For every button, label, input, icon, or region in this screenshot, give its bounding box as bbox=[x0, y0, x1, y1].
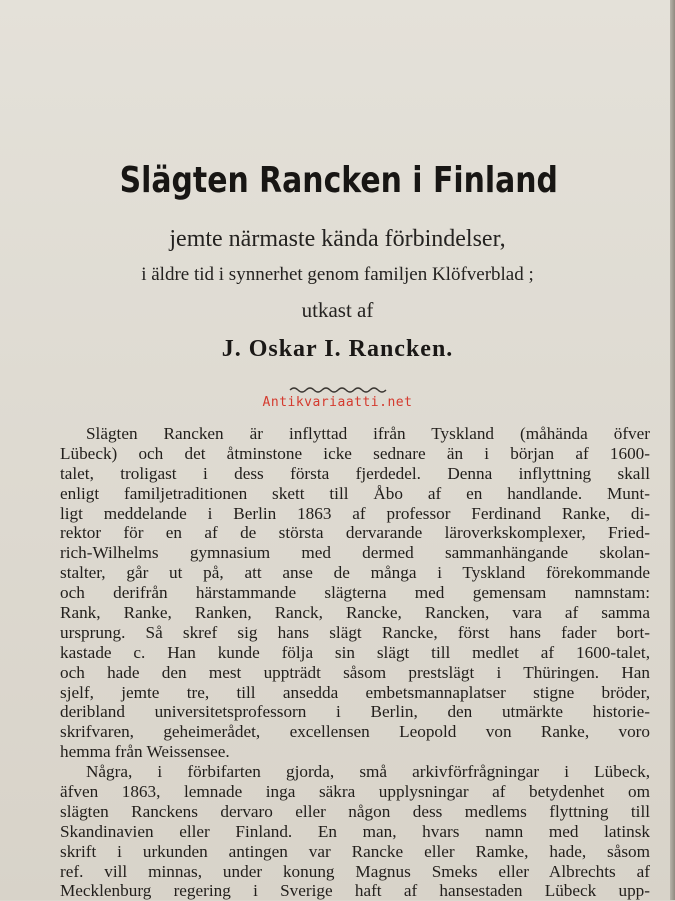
author-name: J. Oskar I. Rancken. bbox=[221, 336, 454, 362]
text-line: talet, troligast i dess första fjerdedel. Denna inflyttning skall bbox=[60, 463, 650, 483]
text-line: Skandinavien eller Finland. En man, hvars namn med latinsk bbox=[60, 821, 650, 841]
text-line: rektor för en af de största dervarande läroverkskomplexer, Fried- bbox=[60, 523, 650, 543]
wave-ornament bbox=[288, 385, 388, 395]
text-line: hemma från Weissensee. bbox=[60, 742, 230, 762]
subtitle-line-1: jemte närmaste kända förbindelser, bbox=[169, 226, 506, 252]
text-line: skrift i urkunden antingen var Rancke eller Ramke, hade, såsom bbox=[60, 841, 650, 861]
text-line: Lübeck) och det åtminstone icke sednare än i början af 1600- bbox=[60, 443, 650, 463]
body-text bbox=[60, 424, 650, 901]
text-line: Slägten Rancken är inflyttad ifrån Tyskland (måhända öfver bbox=[86, 424, 650, 443]
text-line: Några, i förbifarten gjorda, små arkivförfrågningar i Lübeck, bbox=[86, 762, 650, 782]
text-line: Mecklenburg regering i Sverige haft af hansestaden Lübeck upp- bbox=[60, 881, 650, 901]
text-line: stalter, går ut på, att anse de många i Tyskland förekommande bbox=[60, 563, 650, 583]
subtitle-line-2: i äldre tid i synnerhet genom familjen Klöfverblad ; bbox=[141, 264, 534, 285]
text-line: ref. vill minnas, under konung Magnus Smeks eller Albrechts af bbox=[60, 861, 650, 881]
subtitle-line-3: utkast af bbox=[301, 298, 374, 322]
text-line: slägten Ranckens dervaro eller någon dess medlems flyttning till bbox=[60, 801, 650, 821]
watermark-text: Antikvariaatti.net bbox=[262, 395, 413, 410]
text-line: och hade den mest uppträdt såsom prestslägt i Thüringen. Han bbox=[60, 662, 650, 682]
page-title: Slägten Rancken i Finland bbox=[119, 160, 558, 201]
text-line: sjelf, jemte tre, till ansedda embetsmannaplatser stigne bröder, bbox=[60, 682, 650, 702]
text-line: ursprung. Så skref sig hans slägt Rancke, först hans fader bort- bbox=[60, 622, 650, 642]
text-line: enligt familjetraditionen skett till Åbo af en handlande. Munt- bbox=[60, 483, 650, 503]
text-line: rich-Wilhelms gymnasium med dermed sammanhängande skolan- bbox=[60, 543, 650, 563]
text-line: och derifrån härstammande slägterna med gemensam namnstam: bbox=[60, 583, 650, 603]
text-line: skrifvaren, geheimerådet, excellensen Leopold von Ranke, voro bbox=[60, 722, 650, 742]
text-line: äfven 1863, lemnade inga säkra upplysningar af betydenhet om bbox=[60, 782, 650, 802]
text-line: Rank, Ranke, Ranken, Ranck, Rancke, Rancken, vara af samma bbox=[60, 603, 650, 623]
text-line: ligt meddelande i Berlin 1863 af professor Ferdinand Ranke, di- bbox=[60, 503, 650, 523]
text-line: kastade c. Han kunde följa sin slägt till medlet af 1600-talet, bbox=[60, 642, 650, 662]
text-line: deribland universitetsprofessorn i Berlin, den utmärkte historie- bbox=[60, 702, 650, 722]
page-edge bbox=[670, 0, 675, 900]
